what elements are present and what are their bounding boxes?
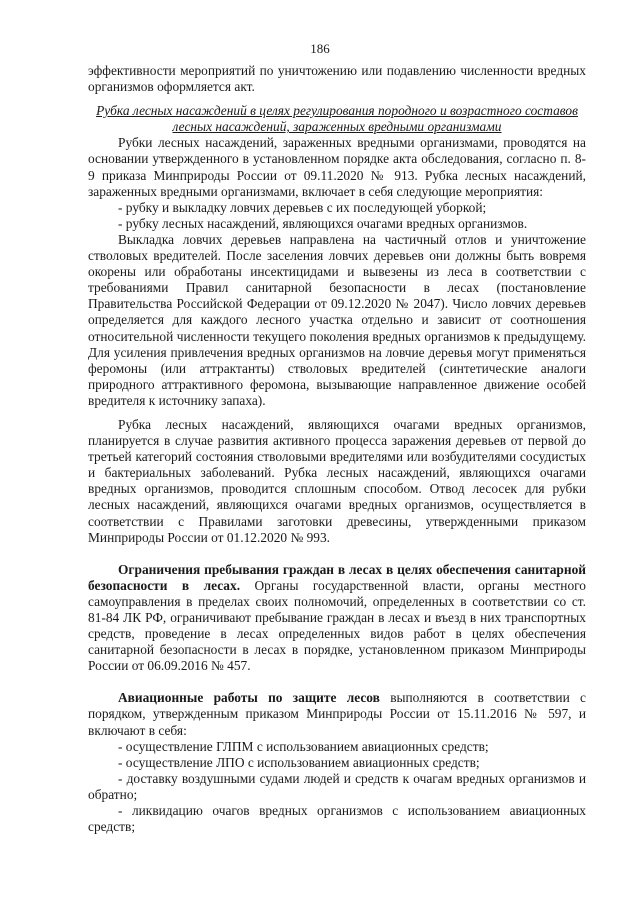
paragraph: Рубки лесных насаждений, зараженных вредными организмами, проводятся на основании утвержденного в установленном порядке акта обследования, согласно п. 8-9 приказа Минприроды России от 09.11.2020 № 913. Рубка лесных насаждений, зараженных вредными организмами, включает в себя следующие мероприятия: <box>88 135 586 199</box>
list-item: - доставку воздушными судами людей и средств к очагам вредных организмов и обратно; <box>88 770 586 802</box>
list-item: - ликвидацию очагов вредных организмов с использованием авиационных средств; <box>88 803 586 835</box>
paragraph-heading: Авиационные работы по защите лесов <box>118 690 380 706</box>
paragraph-text: Органы государственной власти, органы местного самоуправления в пределах своих полномочий, определенных в соответствии со ст. 81-84 ЛК РФ, ограничивают пребывание граждан в лесах и въезд в них транспортных средств, проведение в лесах определенных видов работ в целях обеспечения санитарной безопасности в лесах в порядке, установленном приказом Минприроды России от 06.09.2016 № 457. <box>88 577 586 674</box>
paragraph-text: выполняются в соответствии с порядком, утвержденным приказом Минприроды России от 15.11.2016 № 597, и включают в себя: <box>88 690 586 738</box>
paragraph: Выкладка ловчих деревьев направлена на частичный отлов и уничтожение стволовых вредителей. После заселения ловчих деревьев они должны быть вовремя окорены или обработаны инсектицидами и вывезены из леса в соответствии с требованиями Правил санитарной безопасности в лесах (постановление Правительства Российской Федерации от 09.12.2020 № 2047). Число ловчих деревьев определяется для каждого лесного участка отдельно и зависит от соотношения относительной численности текущего поколения вредных организмов к предыдущему. Для усиления привлечения вредных организмов на ловчие деревья могут применяться феромоны (или аттрактанты) стволовых вредителей (синтетические аналоги природного аттрактивного феромона, вызывающие направленное движение особей вредителя к источнику запаха). <box>88 231 586 408</box>
list-item: - осуществление ГЛПМ с использованием авиационных средств; <box>118 738 489 754</box>
page-number: 186 <box>310 41 330 56</box>
section-subheading: Рубка лесных насаждений в целях регулирования породного и возрастного составов лесных насаждений, зараженных вредными организмами <box>96 103 578 135</box>
page-body <box>88 63 586 835</box>
paragraph-continuation: эффективности мероприятий по уничтожению или подавлению численности вредных организмов оформляется акт. <box>88 63 586 95</box>
list-item: - рубку лесных насаждений, являющихся очагами вредных организмов. <box>118 215 528 231</box>
paragraph <box>88 690 586 738</box>
list-item: - осуществление ЛПО с использованием авиационных средств; <box>118 754 480 770</box>
paragraph: Рубка лесных насаждений, являющихся очагами вредных организмов, планируется в случае развития активного процесса заражения деревьев от первой до третьей категорий состояния стволовыми вредителями или возбудителями сосудистых и бактериальных заболеваний. Рубка лесных насаждений, являющихся очагами вредных организмов, проводится сплошным способом. Отвод лесосек для рубки лесных насаждений, являющихся очагами вредных организмов, осуществляется в соответствии с Правилами заготовки древесины, утвержденными приказом Минприроды России от 01.12.2020 № 993. <box>88 416 586 545</box>
paragraph <box>88 562 586 675</box>
paragraph-heading: Ограничения пребывания граждан в лесах в целях обеспечения санитарной безопасности в лесах. <box>88 561 586 593</box>
list-item: - рубку и выкладку ловчих деревьев с их последующей уборкой; <box>118 199 487 215</box>
